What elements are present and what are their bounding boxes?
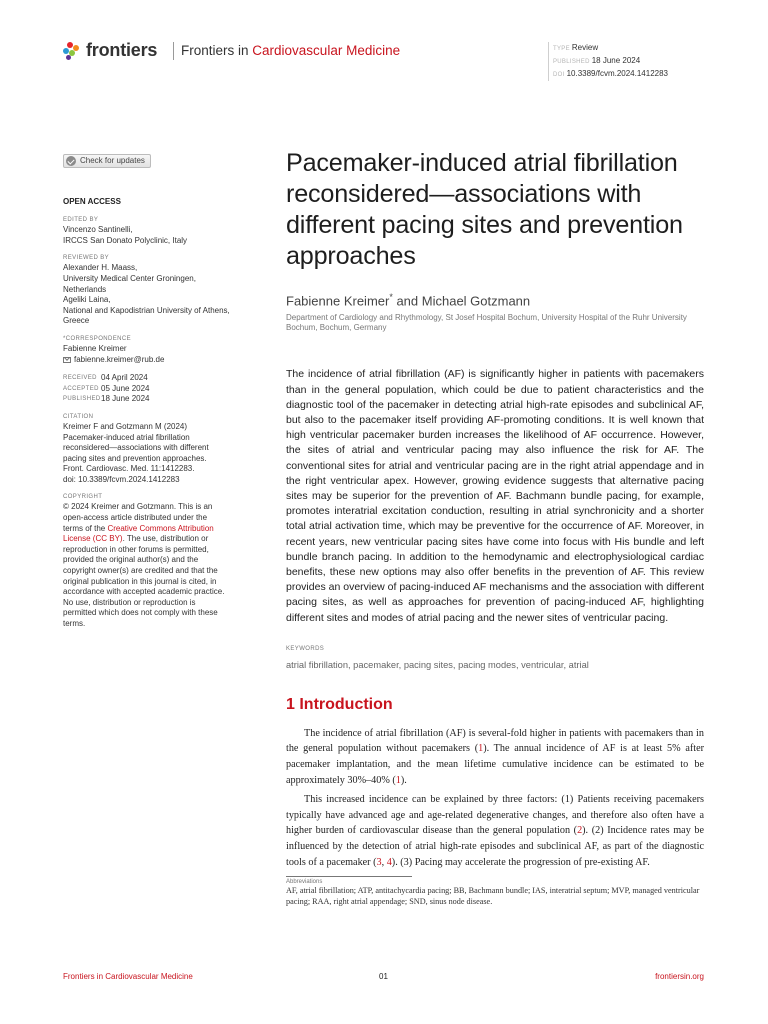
footnote-divider (286, 876, 412, 877)
article-dates: RECEIVED 04 April 2024 ACCEPTED 05 June 2024 PUBLISHED 18 June 2024 (63, 373, 150, 404)
abbreviations: AF, atrial fibrillation; ATP, antitachycardia pacing; BB, Bachmann bundle; IAS, interatrial septum; MVP, managed ventricular pacing; RAA, right atrial appendage; SND, sinus node disease. (286, 886, 700, 907)
open-access-label: OPEN ACCESS (63, 196, 121, 206)
reviewed-by-label: REVIEWED BY (63, 255, 110, 262)
email-icon (63, 357, 71, 363)
doi-link[interactable]: 10.3389/fcvm.2024.1412283 (566, 69, 668, 78)
cc-license-link[interactable]: Creative Commons Attribution (107, 523, 214, 533)
published-date: 18 June 2024 (591, 56, 641, 65)
page-header (63, 38, 713, 78)
correspondence-label: *CORRESPONDENCE (63, 335, 132, 342)
reference-link[interactable]: 1 (395, 774, 401, 786)
intro-paragraph-1: The incidence of atrial fibrillation (AF) is several-fold higher in patients with pacemakers than in the general population without pacemakers (1). The annual incidence of AF is at least 5% after pacemaker implantation, and the mean lifetime cumulative incidence can be estimated to be approximately 30%–40% (1). (286, 727, 704, 786)
keywords: atrial fibrillation, pacemaker, pacing sites, pacing modes, ventricular, atrial (286, 659, 589, 670)
author-kreimer[interactable]: Fabienne Kreimer (286, 293, 390, 309)
footer-site-link[interactable]: frontiersin.org (655, 972, 704, 981)
correspondence-info: Fabienne Kreimer fabienne.kreimer@rub.de (63, 343, 165, 364)
reference-link[interactable]: 3 (376, 856, 382, 868)
affiliation: Department of Cardiology and Rhythmology, St Josef Hospital Bochum, University Hospital of the Ruhr University Bochum, Bochum, Germany (286, 313, 687, 333)
header-divider (173, 42, 174, 60)
article-title: Pacemaker-induced atrial fibrillation reconsidered—associations with different pacing sites and prevention approaches (286, 149, 683, 270)
reviewer-info: Alexander H. Maass, University Medical Center Groningen, Netherlands Ageliki Laina, National and Kapodistrian University of Athens, Greece (63, 263, 230, 326)
frontiers-logo[interactable] (63, 40, 157, 61)
brand-name: frontiers (86, 40, 158, 60)
check-updates-icon (66, 156, 76, 166)
edited-by-label: EDITED BY (63, 217, 99, 224)
cc-license-link-cont[interactable]: License (CC BY) (63, 534, 123, 544)
reference-link[interactable]: 1 (478, 743, 484, 755)
correspondence-email-link[interactable]: fabienne.kreimer@rub.de (74, 354, 165, 364)
reference-link[interactable]: 2 (577, 825, 583, 837)
citation-text: Kreimer F and Gotzmann M (2024) Pacemaker-induced atrial fibrillation reconsidered—associations with different pacing sites and prevention approaches. Front. Cardiovasc. Med. 11:1412283. doi: 10.3389/fcvm.2024.1412283 (63, 421, 209, 484)
check-for-updates-button[interactable]: Check for updates (63, 154, 151, 168)
citation-label: CITATION (63, 413, 94, 420)
published-date-sidebar: 18 June 2024 (101, 394, 150, 404)
abstract: The incidence of atrial fibrillation (AF) is significantly higher in patients with pacemakers than in the general population, which could be due to patient characteristics and the diagnostic tool of the pacemaker in detecting atrial high-rate episodes and subclinical AF, but also to the pacemaker itself providing AF-promoting conditions. It is well known that high ventricular pacemaker burden increases the likelihood of AF occurrence. However, the sites of atrial and ventricular pacing may also influence the risk for AF. The conventional sites for atrial and ventricular pacing are in the right atrial appendage and in the right ventricular apex. However, growing evidence suggests that alternative pacing sites may be superior for the prevention of AF. Bachmann bundle pacing, for example, promotes interatrial excitation conduction, resulting in atrial synchronicity and a shorter total atrial activation time, which may be preventive for the occurrence of AF. Moreover, in recent years, new ventricular pacing sites have come into focus with His bundle and left bundle branch pacing. In addition to the hemodynamic and electrophysiological cardiac benefits, these new options may also offer benefits in the prevention of AF. This review provides an overview of pacing-induced AF mechanisms and the association with different pacing sites, as well as approaches for prevention of pacing-induced AF, highlighting different sites and modes of atrial pacing and the newer sites of ventricular pacing. (286, 368, 704, 624)
article-meta: TYPE Review PUBLISHED 18 June 2024 DOI 10.3389/fcvm.2024.1412283 (548, 42, 668, 81)
sidebar (63, 154, 263, 630)
keywords-label: KEYWORDS (286, 645, 325, 652)
article-type: Review (571, 43, 599, 52)
editor-info: Vincenzo Santinelli, IRCCS San Donato Polyclinic, Italy (63, 225, 188, 245)
article-main (286, 148, 704, 907)
author-gotzmann[interactable]: Michael Gotzmann (421, 293, 531, 309)
footer-journal-link[interactable]: Frontiers in Cardiovascular Medicine (63, 972, 193, 981)
author-list: Fabienne Kreimer* and Michael Gotzmann (286, 292, 531, 309)
reference-link[interactable]: 4 (386, 856, 392, 868)
journal-title[interactable]: Frontiers in Cardiovascular Medicine (181, 43, 401, 58)
page-number: 01 (379, 972, 388, 981)
copyright-text: © 2024 Kreimer and Gotzmann. This is an open-access article distributed under the terms of the Creative Commons Attribution License (CC BY). The use, distribution or reproduction in other forums is permitted, provided the original author(s) and the copyright owner(s) are credited and that the original publication in this journal is cited, in accordance with accepted academic practice. No use, distribution or reproduction is permitted which does not comply with these terms. (63, 502, 225, 628)
frontiers-logo-icon (63, 42, 81, 60)
abbreviations-label: Abbreviations (286, 879, 323, 886)
journal-name: Cardiovascular Medicine (252, 43, 401, 58)
copyright-label: COPYRIGHT (63, 494, 103, 501)
accepted-date: 05 June 2024 (101, 383, 150, 393)
section-heading-introduction: 1 Introduction (286, 695, 393, 713)
intro-paragraph-2: This increased incidence can be explained by three factors: (1) Patients receiving pacemakers typically have advanced age and age-related degenerative changes, and therefore also often have a higher burden of cardiovascular disease than the general population (2). (2) Incidence rates may be influenced by the detection of atrial high-rate episodes and subclinical AF, as part of the diagnostic tools of a pacemaker (3, 4). (3) Pacing may accelerate the progression of pre-existing AF. (286, 794, 705, 868)
received-date: 04 April 2024 (101, 373, 148, 383)
